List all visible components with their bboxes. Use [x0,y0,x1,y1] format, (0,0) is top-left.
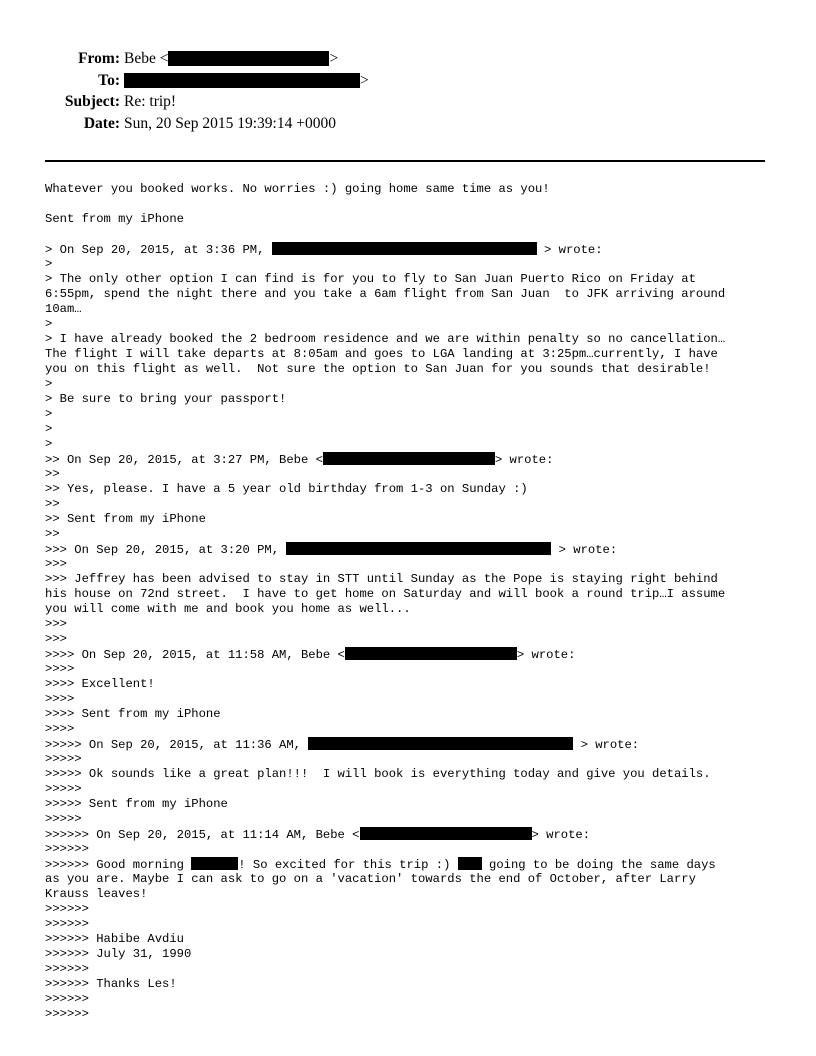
from-name: Bebe < [124,50,169,67]
body-line: >>>>> [45,752,82,766]
body-line: > I have already booked the 2 bedroom residence and we are within penalty so no cancellation… [45,332,726,346]
body-line: > On Sep 20, 2015, at 3:36 PM, > wrote: [45,243,603,257]
body-line: > [45,407,53,421]
body-line: as you are. Maybe I can ask to go on a 'vacation' towards the end of October, after Larry [45,872,696,886]
body-line: >> [45,467,60,481]
body-line: >>>> Sent from my iPhone [45,707,221,721]
redaction-box [308,737,573,750]
body-line: > Be sure to bring your passport! [45,392,287,406]
body-line: >>>>> Ok sounds like a great plan!!! I will book is everything today and give you details. [45,767,711,781]
body-line: >>>>>> [45,902,89,916]
body-line: >>>> [45,692,75,706]
body-line: >>>>>> [45,992,89,1006]
to-close: > [360,71,369,89]
body-line: >>>>>> Thanks Les! [45,977,177,991]
body-line: his house on 72nd street. I have to get home on Saturday and will book a round trip…I assume [45,587,726,601]
body-line: >>> Jeffrey has been advised to stay in STT until Sunday as the Pope is staying right behind [45,572,718,586]
body-line: >>>>>> [45,962,89,976]
body-line: > [45,377,53,391]
date-row [0,115,816,137]
body-line: >>>>>> [45,917,89,931]
body-line: >>>> [45,662,75,676]
body-line: >> [45,497,60,511]
redaction-box [124,73,360,88]
body-line: The flight I will take departs at 8:05am and goes to LGA landing at 3:25pm…currently, I have [45,347,718,361]
body-line: >>>>> [45,812,82,826]
body-line: > [45,437,53,451]
body-line: > [45,317,53,331]
body-line: >>>>>> [45,842,89,856]
body-line: 10am… [45,302,82,316]
body-line: Whatever you booked works. No worries :) going home same time as you! [45,182,550,196]
email-body [45,182,780,1022]
body-line: >> Sent from my iPhone [45,512,206,526]
redaction-box [323,452,495,465]
body-line: >> Yes, please. I have a 5 year old birthday from 1-3 on Sunday :) [45,482,528,496]
body-line: 6:55pm, spend the night there and you take a 6am flight from San Juan to JFK arriving around [45,287,726,301]
subject-label: Subject: [64,93,120,110]
body-line: Sent from my iPhone [45,212,184,226]
body-line: >>>>>> [45,1007,89,1021]
to-value [124,72,369,90]
redaction-box [286,542,551,555]
body-line: Krauss leaves! [45,887,148,901]
body-line: >>>>> Sent from my iPhone [45,797,228,811]
redaction-box [168,51,329,66]
body-line: >>>>>> Habibe Avdiu [45,932,184,946]
email-header [0,50,816,136]
redaction-box [458,857,482,870]
body-line: >>>>>> July 31, 1990 [45,947,192,961]
body-line: >>> [45,632,67,646]
date-value: Sun, 20 Sep 2015 19:39:14 +0000 [124,114,336,132]
body-line: >>>>> On Sep 20, 2015, at 11:36 AM, > wrote: [45,738,640,752]
to-row [0,72,816,94]
date-label: Date: [83,114,120,132]
body-line: >>>> Excellent! [45,677,155,691]
redaction-box [272,242,537,255]
header-divider [45,160,765,162]
body-line: >>> [45,617,67,631]
body-line: >> On Sep 20, 2015, at 3:27 PM, Bebe < > wrote: [45,453,554,467]
redaction-box [345,647,517,660]
body-line [45,197,780,212]
body-line: >>> [45,557,67,571]
body-line: >>>>> [45,782,82,796]
from-row [0,50,816,72]
body-line: you on this flight as well. Not sure the option to San Juan for you sounds that desirable! [45,362,711,376]
subject-row [0,93,816,115]
body-line: >> [45,527,60,541]
body-line: >>>>>> On Sep 20, 2015, at 11:14 AM, Bebe < > wrote: [45,828,591,842]
redaction-box [191,857,238,870]
body-line: you will come with me and book you home as well... [45,602,411,616]
body-line: >>>>>> Good morning ! So excited for this trip :) going to be doing the same days [45,858,716,872]
body-line: > The only other option I can find is for you to fly to San Juan Puerto Rico on Friday at [45,272,696,286]
body-line: > [45,257,53,271]
from-close: > [329,50,339,67]
body-line: > [45,422,53,436]
to-label: To: [98,71,120,89]
redaction-box [360,827,532,840]
subject-value: Re: trip! [124,93,177,110]
body-line: >>> On Sep 20, 2015, at 3:20 PM, > wrote: [45,543,618,557]
from-label: From: [78,50,120,67]
body-line [45,227,780,242]
body-line: >>>> On Sep 20, 2015, at 11:58 AM, Bebe < > wrote: [45,648,576,662]
body-line: >>>> [45,722,75,736]
from-value [124,50,338,68]
